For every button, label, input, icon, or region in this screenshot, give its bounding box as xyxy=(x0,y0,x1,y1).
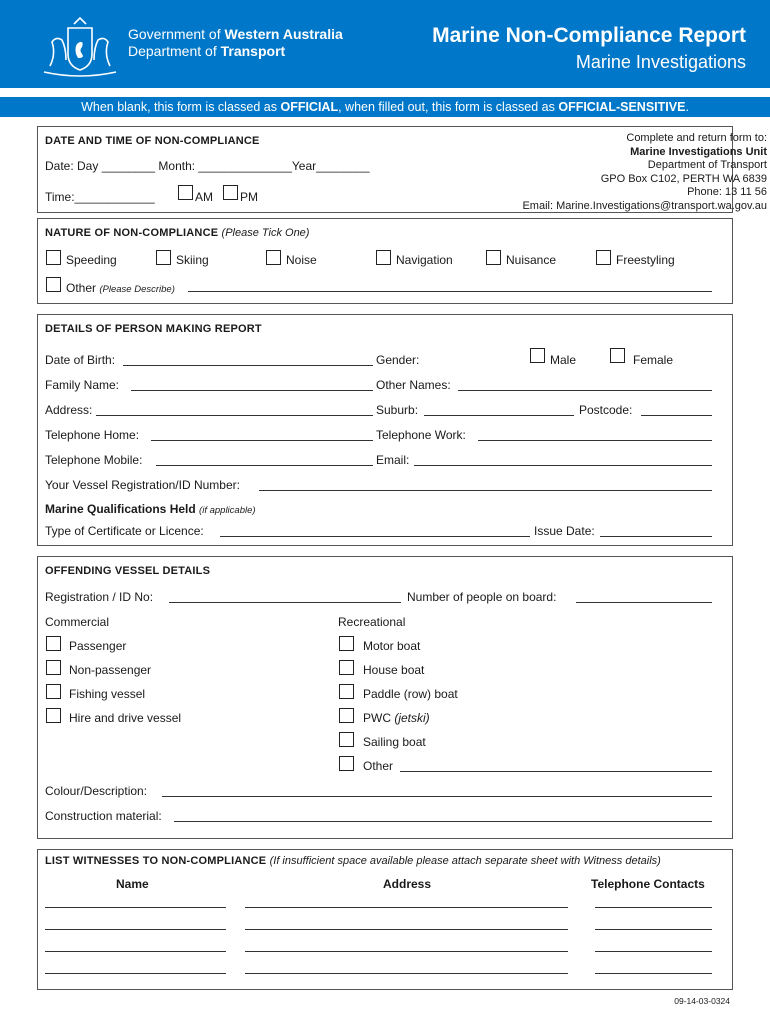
tel-mobile-field[interactable] xyxy=(156,453,373,466)
hire-drive-checkbox[interactable] xyxy=(46,708,61,723)
motor-boat-checkbox[interactable] xyxy=(339,636,354,651)
am-label: AM xyxy=(195,190,213,204)
issue-date-field[interactable] xyxy=(600,524,712,537)
nature-heading: NATURE OF NON-COMPLIANCE (Please Tick One) xyxy=(45,227,310,239)
tel-work-field[interactable] xyxy=(478,428,712,441)
cert-type-label: Type of Certificate or Licence: xyxy=(45,524,204,538)
nuisance-label: Nuisance xyxy=(506,253,557,267)
construction-field[interactable] xyxy=(174,809,712,822)
male-label: Male xyxy=(550,353,577,367)
dob-field[interactable] xyxy=(123,353,373,366)
government-name: Government of Western Australia Department of Transport xyxy=(128,26,343,59)
witness-name-header: Name xyxy=(116,877,149,891)
freestyling-label: Freestyling xyxy=(616,253,675,267)
passenger-label: Passenger xyxy=(69,639,127,653)
skiing-checkbox[interactable] xyxy=(156,250,171,265)
email-label: Email: xyxy=(376,453,410,467)
vessel-heading: OFFENDING VESSEL DETAILS xyxy=(45,565,211,577)
witness-address-header: Address xyxy=(383,877,432,891)
postcode-label: Postcode: xyxy=(579,403,633,417)
registration-field[interactable] xyxy=(169,590,401,603)
motor-boat-label: Motor boat xyxy=(363,639,421,653)
witness-address-field[interactable] xyxy=(245,917,568,930)
female-label: Female xyxy=(633,353,674,367)
pm-label: PM xyxy=(240,190,258,204)
witness-phone-header: Telephone Contacts xyxy=(591,877,705,891)
fishing-vessel-label: Fishing vessel xyxy=(69,687,146,701)
speeding-label: Speeding xyxy=(66,253,117,267)
registration-label: Registration / ID No: xyxy=(45,590,154,604)
tel-home-label: Telephone Home: xyxy=(45,428,140,442)
recreational-heading: Recreational xyxy=(338,615,406,629)
pm-checkbox[interactable] xyxy=(223,185,238,200)
sailing-boat-label: Sailing boat xyxy=(363,735,426,749)
freestyling-checkbox[interactable] xyxy=(596,250,611,265)
noise-label: Noise xyxy=(286,253,317,267)
witnesses-heading: LIST WITNESSES TO NON-COMPLIANCE (If insufficient space available please attach separate sheet with Witness details) xyxy=(45,855,661,867)
other-nature-label: Other (Please Describe) xyxy=(66,281,175,295)
other-nature-field[interactable] xyxy=(188,279,712,292)
issue-date-label: Issue Date: xyxy=(534,524,595,538)
navigation-checkbox[interactable] xyxy=(376,250,391,265)
other-vessel-field[interactable] xyxy=(400,759,712,772)
nuisance-checkbox[interactable] xyxy=(486,250,501,265)
witness-phone-field[interactable] xyxy=(595,917,712,930)
vessel-reg-field[interactable] xyxy=(259,478,712,491)
form-code: 09-14-03-0324 xyxy=(674,996,730,1006)
speeding-checkbox[interactable] xyxy=(46,250,61,265)
tel-work-label: Telephone Work: xyxy=(376,428,466,442)
witnesses-section xyxy=(37,849,733,990)
witness-phone-field[interactable] xyxy=(595,939,712,952)
other-names-field[interactable] xyxy=(458,378,712,391)
witness-name-field[interactable] xyxy=(45,939,226,952)
quals-heading: Marine Qualifications Held (if applicable) xyxy=(45,502,256,516)
witness-phone-field[interactable] xyxy=(595,895,712,908)
other-vessel-checkbox[interactable] xyxy=(339,756,354,771)
num-people-label: Number of people on board: xyxy=(407,590,557,604)
suburb-label: Suburb: xyxy=(376,403,419,417)
vessel-section xyxy=(37,556,733,839)
other-nature-checkbox[interactable] xyxy=(46,277,61,292)
form-subtitle: Marine Investigations xyxy=(575,52,746,72)
tel-mobile-label: Telephone Mobile: xyxy=(45,453,143,467)
female-checkbox[interactable] xyxy=(610,348,625,363)
family-name-field[interactable] xyxy=(131,378,373,391)
page-header xyxy=(0,0,770,88)
navigation-label: Navigation xyxy=(396,253,453,267)
male-checkbox[interactable] xyxy=(530,348,545,363)
colour-label: Colour/Description: xyxy=(45,784,148,798)
noise-checkbox[interactable] xyxy=(266,250,281,265)
witness-address-field[interactable] xyxy=(245,939,568,952)
classification-banner: When blank, this form is classed as OFFICIAL, when filled out, this form is classed as OFFICIAL-SENSITIVE. xyxy=(0,97,770,117)
paddle-boat-checkbox[interactable] xyxy=(339,684,354,699)
gender-label: Gender: xyxy=(376,353,420,367)
passenger-checkbox[interactable] xyxy=(46,636,61,651)
am-checkbox[interactable] xyxy=(178,185,193,200)
datetime-heading: DATE AND TIME OF NON-COMPLIANCE xyxy=(45,135,260,147)
address-field[interactable] xyxy=(96,403,373,416)
email-field[interactable] xyxy=(414,453,712,466)
family-name-label: Family Name: xyxy=(45,378,120,392)
tel-home-field[interactable] xyxy=(151,428,373,441)
person-heading: DETAILS OF PERSON MAKING REPORT xyxy=(45,323,262,335)
commercial-heading: Commercial xyxy=(45,615,110,629)
witness-address-field[interactable] xyxy=(245,961,568,974)
house-boat-label: House boat xyxy=(363,663,425,677)
sailing-boat-checkbox[interactable] xyxy=(339,732,354,747)
person-section xyxy=(37,314,733,546)
skiing-label: Skiing xyxy=(176,253,209,267)
other-names-label: Other Names: xyxy=(376,378,451,392)
cert-type-field[interactable] xyxy=(220,524,530,537)
non-passenger-label: Non-passenger xyxy=(69,663,152,677)
time-field[interactable]: Time:____________ xyxy=(45,190,155,204)
witness-address-field[interactable] xyxy=(245,895,568,908)
witness-name-field[interactable] xyxy=(45,961,226,974)
pwc-label: PWC (jetski) xyxy=(363,711,430,725)
nature-section xyxy=(37,218,733,304)
vessel-reg-label: Your Vessel Registration/ID Number: xyxy=(45,478,240,492)
suburb-field[interactable] xyxy=(424,403,574,416)
dob-label: Date of Birth: xyxy=(45,353,116,367)
paddle-boat-label: Paddle (row) boat xyxy=(363,687,458,701)
pwc-checkbox[interactable] xyxy=(339,708,354,723)
witness-phone-field[interactable] xyxy=(595,961,712,974)
return-address: Complete and return form to: Marine Investigations Unit Department of Transport GPO Box C102, PERTH WA 6839 Phone: 13 11 56 Email: Marine.Investigations@transport.wa.gov.au xyxy=(522,132,767,212)
hire-drive-label: Hire and drive vessel xyxy=(69,711,182,725)
postcode-field[interactable] xyxy=(641,403,712,416)
non-passenger-checkbox[interactable] xyxy=(46,660,61,675)
house-boat-checkbox[interactable] xyxy=(339,660,354,675)
colour-field[interactable] xyxy=(162,784,712,797)
witness-name-field[interactable] xyxy=(45,895,226,908)
fishing-vessel-checkbox[interactable] xyxy=(46,684,61,699)
num-people-field[interactable] xyxy=(576,590,712,603)
other-vessel-label: Other xyxy=(363,759,394,773)
witness-name-field[interactable] xyxy=(45,917,226,930)
datetime-section xyxy=(37,126,767,213)
date-field[interactable]: Date: Day ________ Month: ______________Year________ xyxy=(45,159,370,173)
coat-of-arms-icon xyxy=(38,14,122,78)
form-title: Marine Non-Compliance Report xyxy=(432,24,746,47)
construction-label: Construction material: xyxy=(45,809,162,823)
address-label: Address: xyxy=(45,403,93,417)
